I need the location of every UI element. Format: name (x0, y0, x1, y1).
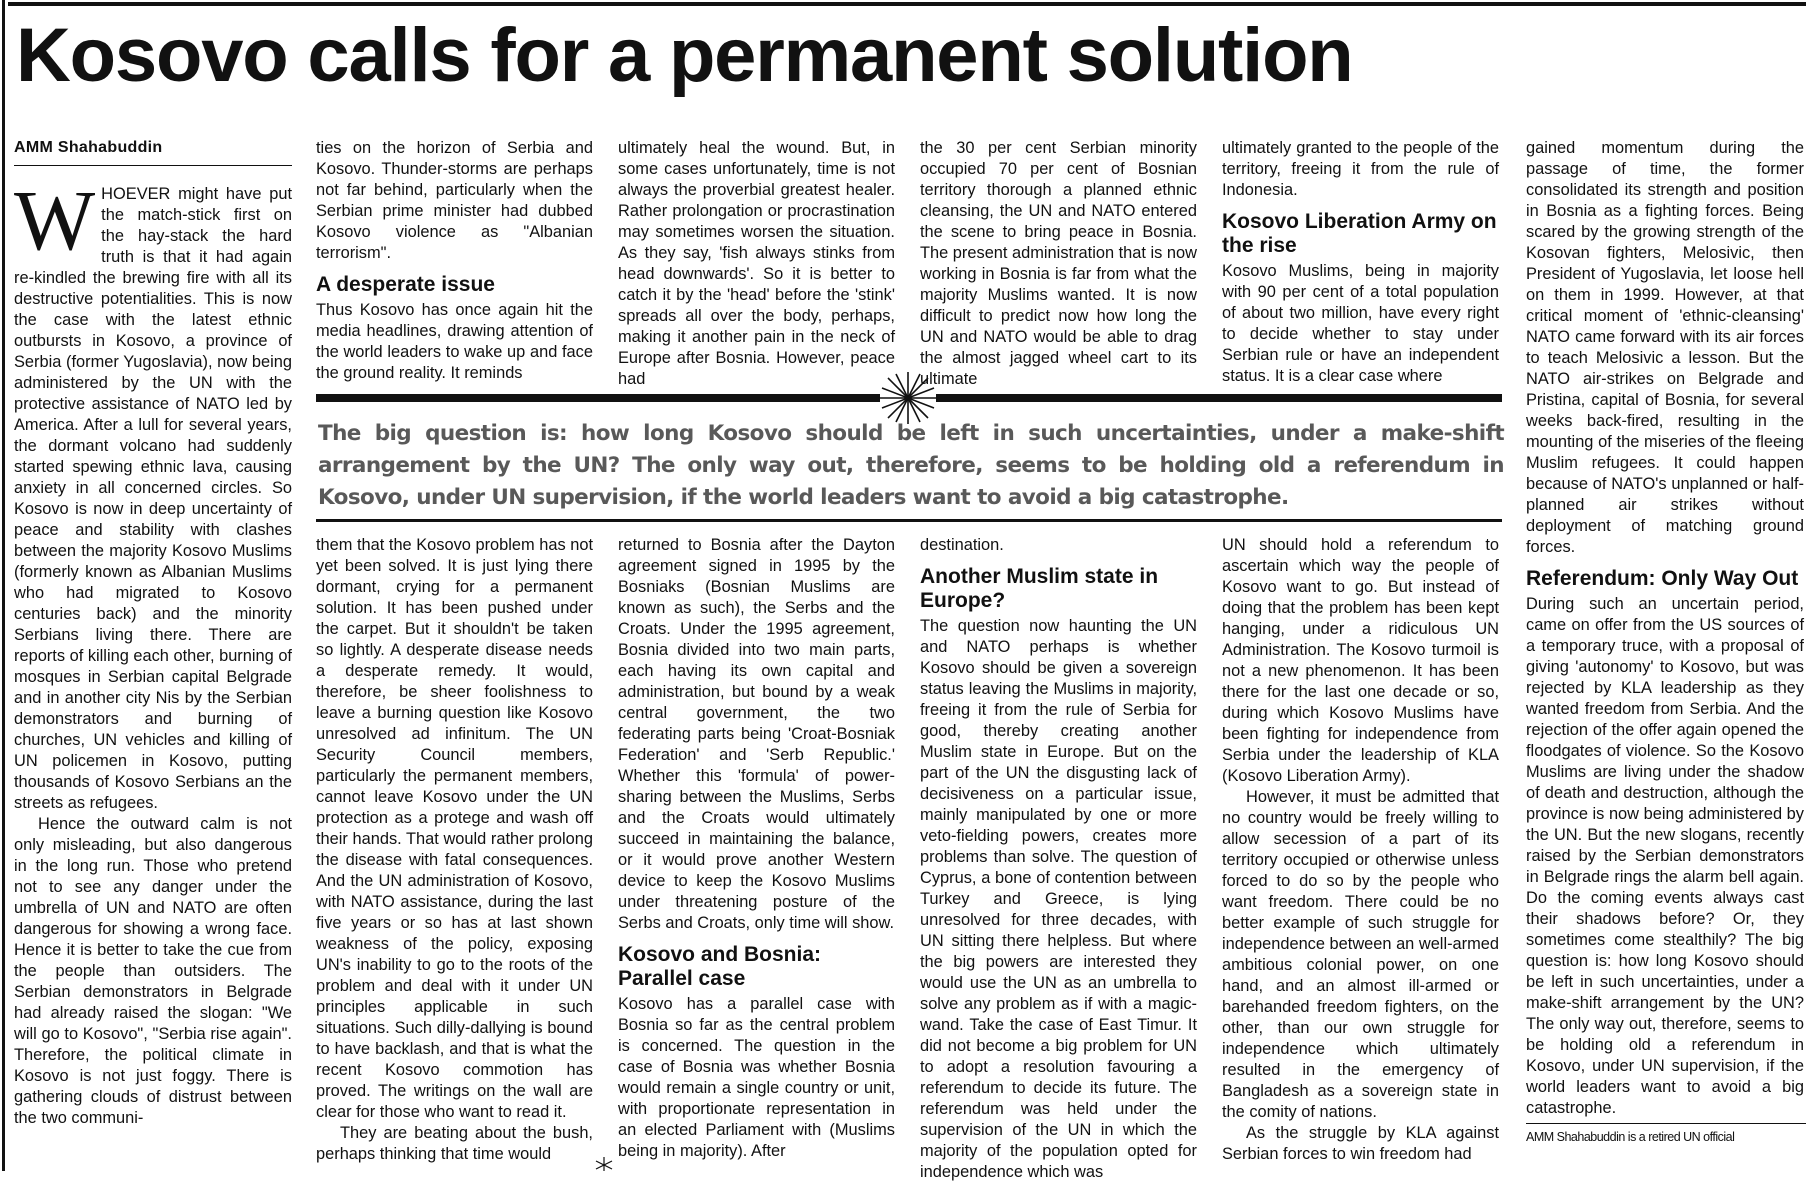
paragraph: UN should hold a referendum to ascertain which way the people of Kosovo want to go. But instead of doing that the problem has been kept hanging, under a ridiculous UN Administration. The Kosovo turmoil is not a new phenomenon. It has been there for the last one decade or so, during which Kosovo Muslims have been fighting for independence from Serbia under the leadership of KLA (Kosovo Liberation Army). (1222, 536, 1499, 785)
byline: AMM Shahabuddin (14, 139, 292, 166)
paragraph: The question now haunting the UN and NATO perhaps is whether Kosovo should be given a sovereign status leaving the Muslims in majority, freeing it from the rule of Serbia for good, thereby creating another Muslim state in Europe. But on the part of the UN the disgusting lack of decisiveness on a particular issue, mainly manipulated by one or more veto-fielding powers, creates more problems than solve. The question of Cyprus, a bone of contention between Turkey and Greece, is lying unresolved for three decades, with UN sitting there helpless. But where the big powers are interested they would use the UN as an umbrella to solve any problem as if with a magic-wand. Take the case of East Timur. It did not become a big problem for UN to adopt a resolution favouring a referendum to decide its future. The referendum was held under the supervision of the UN in which the majority of the population opted for independence which was (920, 617, 1197, 1181)
headline: Kosovo calls for a permanent solution (16, 13, 1353, 98)
column-2-top (316, 138, 593, 382)
paragraph: As the struggle by KLA against Serbian forces to win freedom had (1222, 1124, 1499, 1163)
drop-cap: W (14, 172, 96, 268)
starburst-icon-bottom (592, 1155, 616, 1171)
paragraph: During such an uncertain period, came on offer from the US sources of a temporary truce, with a proposal of giving 'autonomy' to Kosovo, but was rejected by KLA leadership as they wanted freedom from Serbia. And the rejection of the offer again opened the floodgates of violence. So the Kosovo Muslims are living under the shadow of death and destruction, although the province is now being administered by the UN. But the new slogans, recently raised by the Serbian demonstrators in Belgrade rings the alarm bell again. Do the coming events always cast their shadows before? Or, they sometimes come stealthily? The big question is: how long Kosovo should be left in such uncertainties, under a make-shift arrangement by the UN? The only way out, therefore, seems to be holding old a referendum in Kosovo, under UN supervision, if the world leaders want to avoid a big catastrophe. (1526, 595, 1804, 1117)
left-rule (2, 0, 5, 1171)
author-note: AMM Shahabuddin is a retired UN official (1526, 1123, 1806, 1144)
subheading: A desperate issue (316, 273, 495, 296)
paragraph: Hence the outward calm is not only misleading, but also dangerous in the long run. Those who pretend not to see any danger under the umbrella of UN and NATO are often dangerous for showing a wrong face. Hence it is better to take the cue from the people than outsiders. The Serbian demonstrators in Belgrade had already raised the slogan: "We will go to Kosovo", "Serbia rise again". Therefore, the political climate in Kosovo is not just foggy. There is gathering clouds of distrust between the two communi- (14, 815, 292, 1127)
column-4-top (920, 138, 1197, 388)
paragraph: Kosovo has a parallel case with Bosnia so far as the central problem is concerned. The question in the case of Bosnia was whether Bosnia would remain a single country or unit, with proportionate representation in an elected Parliament with (Muslims being in majority). After (618, 995, 895, 1160)
subheading: Referendum: Only Way Out (1526, 567, 1799, 590)
paragraph: Kosovo Muslims, being in majority with 90 per cent of a total population of about two million, have every right to decide whether to stay under Serbian rule or have an independent status. It is a clear case where (1222, 262, 1499, 385)
paragraph: destination. (920, 536, 1004, 554)
paragraph: They are beating about the bush, perhaps thinking that time would (316, 1124, 593, 1163)
column-5-bottom (1222, 535, 1499, 1165)
subheading: Kosovo Liberation Army on the rise (1222, 210, 1497, 257)
pull-quote-box (316, 394, 1502, 522)
subheading: Kosovo and Bosnia: Parallel case (618, 943, 822, 990)
pull-quote-text: The big question is: how long Kosovo should be left in such uncertainties, under a make-shift arrangement by the UN? The only way out, therefore, seems to be holding old a referendum in Kosovo, under UN supervision, if the world leaders want to avoid a big catastrophe. (318, 421, 1504, 510)
paragraph: Thus Kosovo has once again hit the media headlines, drawing attention of the world leaders to wake up and face the ground reality. It reminds (316, 301, 593, 382)
quote-bottom-rule (316, 519, 1502, 522)
column-5-top (1222, 138, 1499, 385)
paragraph: gained momentum during the passage of time, the former consolidated its strength and position in Bosnia as a fighting forces. Being scared by the growing strength of the Kosovan fighters, Melosivic, then President of Yugoslavia, let loose hell on them in 1999. However, at that critical moment of 'ethnic-cleansing' NATO came forward with its air forces to teach Melosivic a lesson. But the NATO air-strikes on Belgrade and Pristina, capital of Bosnia, for several weeks back-fired, resulting in the mounting of the miseries of the fleeing Muslim refugees. It could happen because of NATO's unplanned or half-planned air strikes without deployment of matching ground forces. (1526, 139, 1804, 556)
column-4-bottom (920, 535, 1197, 1181)
column-3-bottom (618, 535, 895, 1165)
subheading: Another Muslim state in Europe? (920, 565, 1159, 612)
paragraph: However, it must be admitted that no country would be freely willing to allow secession of a part of its territory occupied or otherwise unless forced to do so by the people who want freedom. There could be no better example of such struggle for independence between an well-armed ambitious colonial power, on one hand, and an almost ill-armed or barehanded freedom fighters, on the other, than our own struggle for independence which ultimately resulted in the emergency of Bangladesh as a sovereign state in the comity of nations. (1222, 788, 1500, 1121)
paragraph: ties on the horizon of Serbia and Kosovo. Thunder-storms are perhaps not far behind, particularly when the Serbian prime minister had dubbed Kosovo violence as "Albanian terrorism". (316, 139, 593, 262)
column-6 (1526, 138, 1804, 1116)
column-1 (14, 172, 292, 1164)
paragraph: ultimately heal the wound. But, in some cases unfortunately, time is not always the proverbial greatest healer. Rather prolongation or procrastination may sometimes worsen the situation. As they say, 'fish always stinks from head downwards'. So it is better to catch it by the 'head' before the 'stink' spreads all over the body, perhaps, making it another pain in the neck of Europe after Bosnia. However, peace had (618, 139, 895, 388)
column-3-top (618, 138, 895, 388)
paragraph-text: HOEVER might have put the match-stick first on the hay-stack the hard truth is that it had again re-kindled the brewing fire with all its destructive potentialities. This is now the case with the latest ethnic outbursts in Kosovo, a province of Serbia (former Yugoslavia), now being administered by the UN with the protective assistance of NATO led by America. After a lull for several years, the dormant volcano had suddenly started spewing ethnic lava, causing anxiety in all concerned circles. So Kosovo is now in deep uncertainty of peace and stability with clashes between the majority Kosovo Muslims (formerly known as Albanian Muslims who had migrated to Kosovo centuries back) and the minority Serbians living there. There are reports of killing each other, burning of mosques in Serbian capital Belgrade and in another city Nis by the Serbian demonstrators and burning of churches, UN vehicles and killing of UN policemen in Kosovo, putting thousands of Kosovo Serbians an the streets as refugees. (14, 185, 292, 812)
paragraph: the 30 per cent Serbian minority occupied 70 per cent of Bosnian territory thorough a planned ethnic cleansing, the UN and NATO entered the scene to bring peace in Bosnia. The present administration that is now working in Bosnia is far from what the majority Muslims wanted. It is now difficult to predict now how long the UN and NATO would be able to drag the almost jagged wheel cart to its ultimate (920, 139, 1197, 388)
paragraph: ultimately granted to the people of the territory, freeing it from the rule of Indonesia. (1222, 139, 1499, 199)
paragraph (14, 172, 292, 814)
column-2-bottom (316, 535, 593, 1165)
paragraph: them that the Kosovo problem has not yet been solved. It is just lying there dormant, crying for a permanent solution. It has been pushed under the carpet. But it shouldn't be taken so lightly. A desperate disease needs a desperate remedy. It would, therefore, be sheer foolishness to leave a burning question like Kosovo unresolved ad infinitum. The UN Security Council members, particularly the permanent members, cannot leave Kosovo under the UN protection as a protege and wash off their hands. That would rather prolong the disease with fatal consequences. And the UN administration of Kosovo, with NATO assistance, during the last five years or so has at last shown weakness of the policy, exposing UN's inability to go to the roots of the problem and deal with it under UN principles applicable in such situations. Such dilly-dallying is bound to have backlash, and that is what the recent Kosovo commotion has proved. The writings on the wall are clear for those who want to read it. (316, 536, 593, 1121)
paragraph: returned to Bosnia after the Dayton agreement signed in 1995 by the Bosniaks (Bosnian Muslims are known as such), the Serbs and the Croats. Under the 1995 agreement, Bosnia divided into two main parts, each having its own capital and administration, but bound by a weak central government, the two federating parts being 'Croat-Bosniak Federation' and 'Serb Republic.' Whether this 'formula' of power-sharing between the Muslims, Serbs and the Croats would ultimately succeed in maintaining the balance, or it would prove another Western device to keep the Kosovo Muslims under threatening posture of the Serbs and Croats, only time will show. (618, 536, 895, 932)
top-rule (8, 2, 1806, 6)
